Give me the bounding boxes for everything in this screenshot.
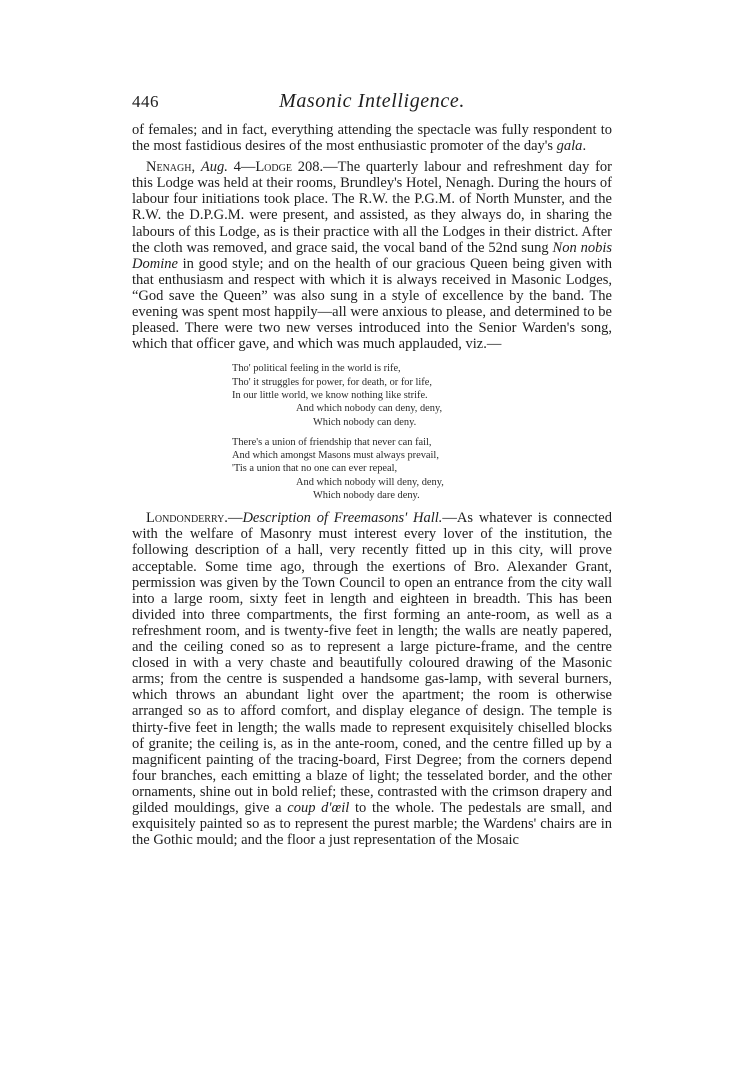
running-title: Masonic Intelligence. bbox=[279, 90, 465, 112]
verse-stanza-2 bbox=[232, 436, 612, 502]
page-number: 446 bbox=[132, 92, 159, 111]
verse-line: And which nobody will deny, deny, bbox=[296, 476, 444, 488]
verse-line: There's a union of friendship that never can fail, bbox=[232, 436, 432, 448]
section-subtitle: Description of Freemasons' Hall. bbox=[242, 510, 443, 527]
verse-line: Tho' political feeling in the world is rife, bbox=[232, 363, 401, 375]
verse-line: And which amongst Masons must always prevail, bbox=[232, 450, 439, 462]
body-text bbox=[132, 122, 612, 848]
date-abbrev: Aug. bbox=[200, 159, 228, 176]
place-heading-londonderry: Londonderry. bbox=[146, 510, 228, 527]
verse-line: In our little world, we know nothing like strife. bbox=[232, 389, 428, 401]
place-heading-nenagh: Nenagh, bbox=[146, 159, 196, 176]
verse-line: 'Tis a union that no one can ever repeal, bbox=[232, 463, 398, 475]
verse-line: Tho' it struggles for power, for death, or for life, bbox=[232, 376, 432, 388]
londonderry-paragraph: Londonderry.—Description of Freemasons' Hall.—As whatever is connected with the welfare of Masonry must interest every lover of the institution, the following description of a hall, very recently fitted up in this city, will prove acceptable. Some time ago, through the exertions of Bro. Alexander Grant, permission was given by the Town Council to open an entrance from the city wall into a large room, sixty feet in length and eighteen in breadth. This has been divided into three compartments, the first forming an ante-room, as well as a refreshment room, and is twenty-five feet in length; the walls are neatly papered, and the ceiling coned so as to represent a large picture-frame, and the centre closed in with a very chaste and beautifully coloured drawing of the Masonic arms; from the centre is suspended a handsome gas-lamp, with several burners, which throws an abundant light over the apartment; the room is otherwise arranged so as to afford comfort, and display elegance of design. The temple is thirty-five feet in length; the walls made to represent exquisitely chiselled blocks of granite; the ceiling is, as in the ante-room, coned, and the centre filled up by a magnificent painting of the tracing-board, First Degree; from the corners depend four branches, each emitting a blaze of light; the tesselated border, and the other ornaments, shine out in bold relief; these, contrasted with the crimson drapery and gilded mouldings, give a coup d'œil to the whole. The pedestals are small, and exquisitely painted so as to represent the purest marble; the Wardens' chairs are in the Gothic mould; and the floor a just representation of the Mosaic bbox=[132, 510, 613, 849]
lodge-label: Lodge bbox=[255, 159, 292, 176]
song-verse bbox=[232, 362, 612, 502]
verse-line: Which nobody can deny. bbox=[313, 416, 417, 428]
verse-line: And which nobody can deny, deny, bbox=[296, 403, 443, 415]
song-title: Non nobis Domine bbox=[132, 239, 613, 272]
continuation-paragraph: of females; and in fact, everything attending the spectacle was fully respondent to the most fastidious desires of the most enthusiastic promoter of the day's gala. bbox=[132, 122, 612, 155]
foreign-phrase: coup d'œil bbox=[287, 799, 350, 816]
verse-stanza-1 bbox=[232, 362, 612, 428]
page-header bbox=[132, 92, 612, 118]
verse-line: Which nobody dare deny. bbox=[313, 489, 420, 501]
nenagh-paragraph: Nenagh, Aug. 4—Lodge 208.—The quarterly labour and refreshment day for this Lodge was held at their rooms, Brundley's Hotel, Nenagh. During the hours of labour four initiations took place. The R.W. the P.G.M. of North Munster, and the R.W. the D.P.G.M. were present, and assisted, as they always do, in sharing the labours of this Lodge, as is their practice with all the Lodges in their district. After the cloth was removed, and grace said, the vocal band of the 52nd sung Non nobis Domine in good style; and on the health of our gracious Queen being given with that enthusiasm and respect with which it is always received in Masonic Lodges, “God save the Queen” was also sung in a style of excellence by the band. The evening was spent most happily—all were anxious to please, and determined to be pleased. There were two new verses introduced into the Senior Warden's song, which that officer gave, and which was much applauded, viz.— bbox=[132, 159, 613, 353]
